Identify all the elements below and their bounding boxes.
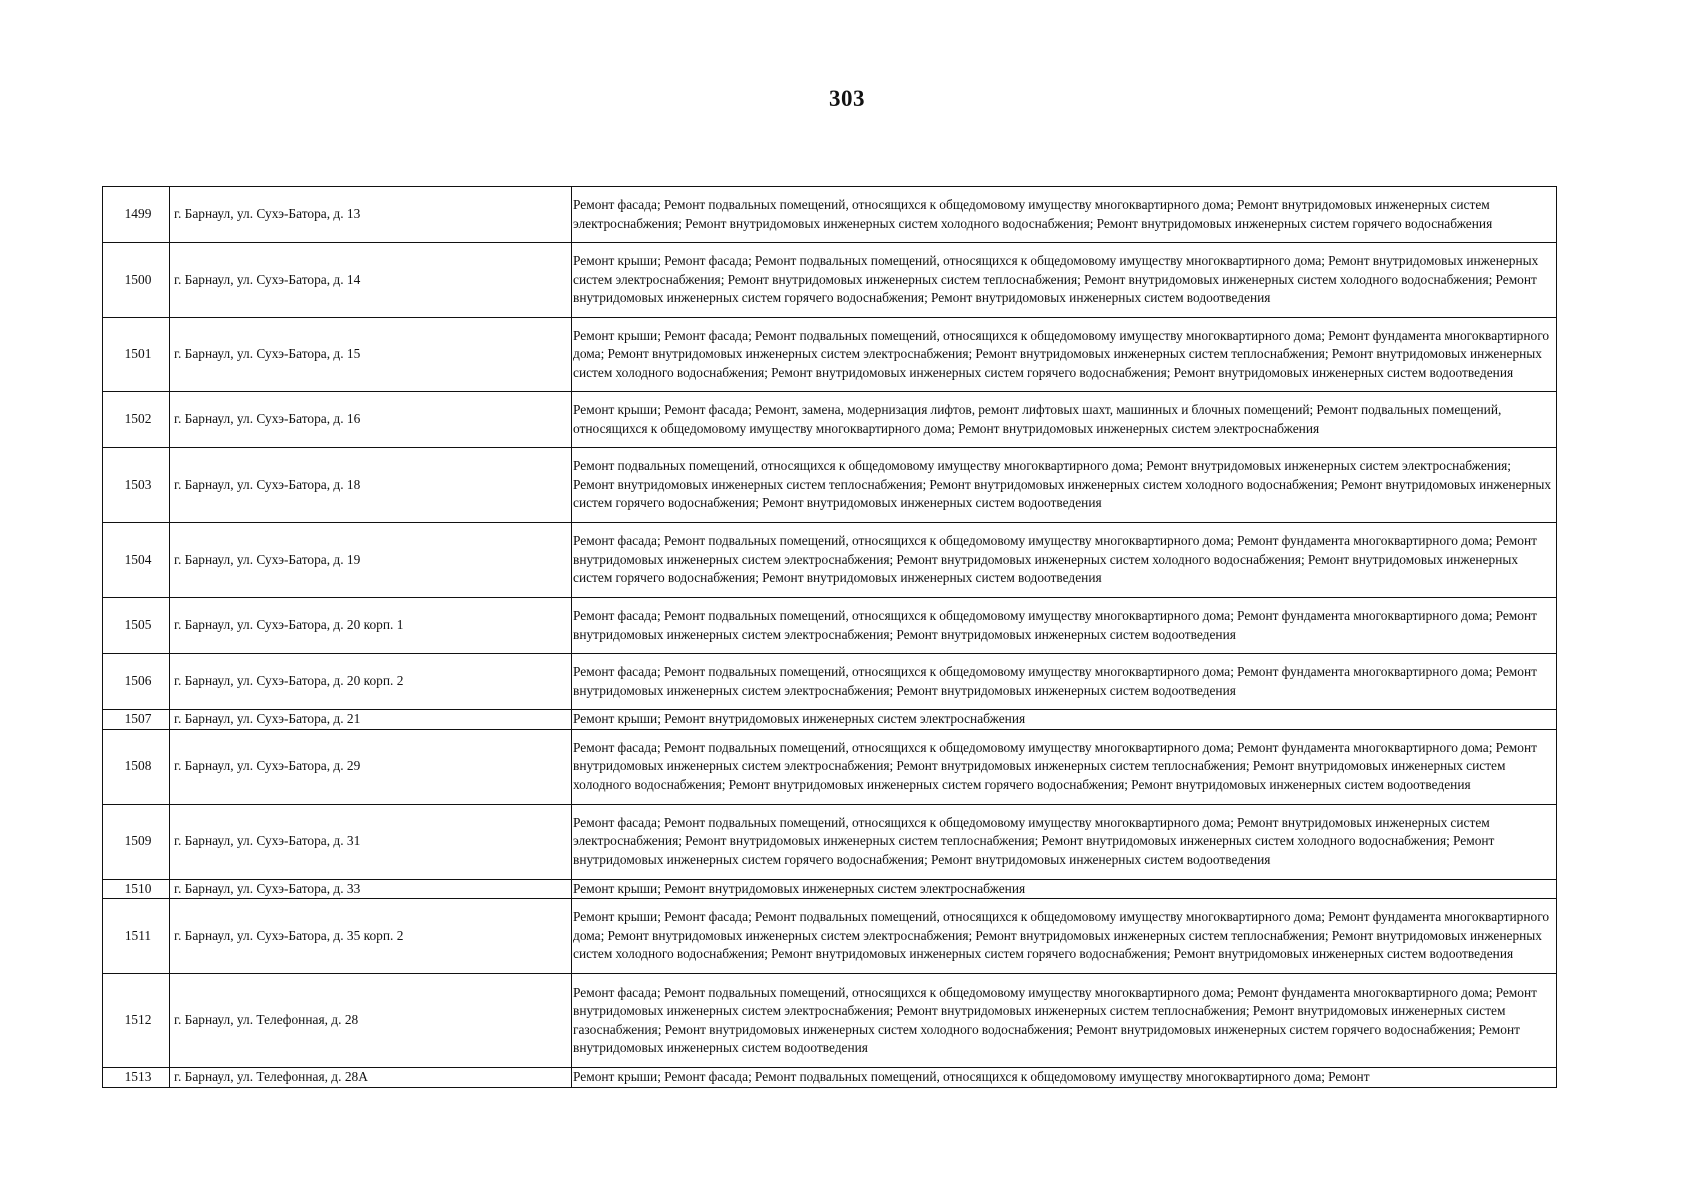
table-row: [103, 598, 1557, 654]
row-number: 1509: [103, 804, 170, 879]
document-sheet: [102, 186, 1556, 1088]
row-works: Ремонт крыши; Ремонт фасада; Ремонт, замена, модернизация лифтов, ремонт лифтовых шахт, машинных и блочных помещений; Ремонт подвальных помещений, относящихся к общедомовому имуществу многоквартирного дома; Ремонт внутридомовых инженерных систем электроснабжения: [572, 392, 1557, 448]
row-address: г. Барнаул, ул. Сухэ-Батора, д. 16: [170, 392, 572, 448]
table-row: [103, 804, 1557, 879]
row-address: г. Барнаул, ул. Сухэ-Батора, д. 13: [170, 187, 572, 243]
row-works: Ремонт крыши; Ремонт внутридомовых инженерных систем электроснабжения: [572, 879, 1557, 899]
row-number: 1508: [103, 729, 170, 804]
row-address: г. Барнаул, ул. Сухэ-Батора, д. 35 корп. 2: [170, 899, 572, 974]
table-row: [103, 243, 1557, 318]
row-address: г. Барнаул, ул. Сухэ-Батора, д. 18: [170, 448, 572, 523]
row-works: Ремонт фасада; Ремонт подвальных помещений, относящихся к общедомовому имуществу многоквартирного дома; Ремонт фундамента многоквартирного дома; Ремонт внутридомовых инженерных систем электроснабжения; Ремонт внутридомовых инженерных систем теплоснабжения; Ремонт внутридомовых инженерных систем газоснабжения; Ремонт внутридомовых инженерных систем холодного водоснабжения; Ремонт внутридомовых инженерных систем горячего водоснабжения; Ремонт внутридомовых инженерных систем водоотведения: [572, 974, 1557, 1068]
table-row: [103, 879, 1557, 899]
row-number: 1500: [103, 243, 170, 318]
row-address: г. Барнаул, ул. Сухэ-Батора, д. 14: [170, 243, 572, 318]
row-number: 1506: [103, 654, 170, 710]
row-number: 1507: [103, 710, 170, 730]
row-address: г. Барнаул, ул. Сухэ-Батора, д. 20 корп. 1: [170, 598, 572, 654]
row-works: Ремонт крыши; Ремонт фасада; Ремонт подвальных помещений, относящихся к общедомовому имуществу многоквартирного дома; Ремонт внутридомовых инженерных систем электроснабжения; Ремонт внутридомовых инженерных систем теплоснабжения; Ремонт внутридомовых инженерных систем холодного водоснабжения; Ремонт внутридомовых инженерных систем горячего водоснабжения; Ремонт внутридомовых инженерных систем водоотведения: [572, 243, 1557, 318]
row-address: г. Барнаул, ул. Телефонная, д. 28А: [170, 1068, 572, 1088]
row-address: г. Барнаул, ул. Сухэ-Батора, д. 31: [170, 804, 572, 879]
repair-works-table: [102, 186, 1557, 1088]
row-works: Ремонт фасада; Ремонт подвальных помещений, относящихся к общедомовому имуществу многоквартирного дома; Ремонт фундамента многоквартирного дома; Ремонт внутридомовых инженерных систем электроснабжения; Ремонт внутридомовых инженерных систем водоотведения: [572, 598, 1557, 654]
row-works: Ремонт фасада; Ремонт подвальных помещений, относящихся к общедомовому имуществу многоквартирного дома; Ремонт фундамента многоквартирного дома; Ремонт внутридомовых инженерных систем электроснабжения; Ремонт внутридомовых инженерных систем холодного водоснабжения; Ремонт внутридомовых инженерных систем горячего водоснабжения; Ремонт внутридомовых инженерных систем водоотведения: [572, 523, 1557, 598]
row-works: Ремонт крыши; Ремонт фасада; Ремонт подвальных помещений, относящихся к общедомовому имуществу многоквартирного дома; Ремонт: [572, 1068, 1557, 1088]
table-row: [103, 899, 1557, 974]
table-row: [103, 974, 1557, 1068]
page-number: 303: [829, 86, 865, 111]
row-number: 1499: [103, 187, 170, 243]
table-row: [103, 448, 1557, 523]
row-number: 1503: [103, 448, 170, 523]
table-row: [103, 392, 1557, 448]
table-row: [103, 710, 1557, 730]
table-row: [103, 318, 1557, 392]
row-number: 1505: [103, 598, 170, 654]
row-works: Ремонт фасада; Ремонт подвальных помещений, относящихся к общедомовому имуществу многоквартирного дома; Ремонт фундамента многоквартирного дома; Ремонт внутридомовых инженерных систем электроснабжения; Ремонт внутридомовых инженерных систем водоотведения: [572, 654, 1557, 710]
table-row: [103, 1068, 1557, 1088]
row-number: 1513: [103, 1068, 170, 1088]
row-works: Ремонт крыши; Ремонт фасада; Ремонт подвальных помещений, относящихся к общедомовому имуществу многоквартирного дома; Ремонт фундамента многоквартирного дома; Ремонт внутридомовых инженерных систем электроснабжения; Ремонт внутридомовых инженерных систем теплоснабжения; Ремонт внутридомовых инженерных систем холодного водоснабжения; Ремонт внутридомовых инженерных систем горячего водоснабжения; Ремонт внутридомовых инженерных систем водоотведения: [572, 318, 1557, 392]
row-address: г. Барнаул, ул. Сухэ-Батора, д. 29: [170, 729, 572, 804]
row-number: 1512: [103, 974, 170, 1068]
row-number: 1510: [103, 879, 170, 899]
row-works: Ремонт подвальных помещений, относящихся к общедомовому имуществу многоквартирного дома; Ремонт внутридомовых инженерных систем электроснабжения; Ремонт внутридомовых инженерных систем теплоснабжения; Ремонт внутридомовых инженерных систем холодного водоснабжения; Ремонт внутридомовых инженерных систем горячего водоснабжения; Ремонт внутридомовых инженерных систем водоотведения: [572, 448, 1557, 523]
row-address: г. Барнаул, ул. Телефонная, д. 28: [170, 974, 572, 1068]
table-row: [103, 187, 1557, 243]
row-number: 1511: [103, 899, 170, 974]
table-row: [103, 654, 1557, 710]
row-works: Ремонт фасада; Ремонт подвальных помещений, относящихся к общедомовому имуществу многоквартирного дома; Ремонт фундамента многоквартирного дома; Ремонт внутридомовых инженерных систем электроснабжения; Ремонт внутридомовых инженерных систем теплоснабжения; Ремонт внутридомовых инженерных систем холодного водоснабжения; Ремонт внутридомовых инженерных систем горячего водоснабжения; Ремонт внутридомовых инженерных систем водоотведения: [572, 729, 1557, 804]
row-works: Ремонт фасада; Ремонт подвальных помещений, относящихся к общедомовому имуществу многоквартирного дома; Ремонт внутридомовых инженерных систем электроснабжения; Ремонт внутридомовых инженерных систем холодного водоснабжения; Ремонт внутридомовых инженерных систем горячего водоснабжения: [572, 187, 1557, 243]
row-address: г. Барнаул, ул. Сухэ-Батора, д. 20 корп. 2: [170, 654, 572, 710]
row-address: г. Барнаул, ул. Сухэ-Батора, д. 33: [170, 879, 572, 899]
row-address: г. Барнаул, ул. Сухэ-Батора, д. 19: [170, 523, 572, 598]
row-works: Ремонт фасада; Ремонт подвальных помещений, относящихся к общедомовому имуществу многоквартирного дома; Ремонт внутридомовых инженерных систем электроснабжения; Ремонт внутридомовых инженерных систем теплоснабжения; Ремонт внутридомовых инженерных систем холодного водоснабжения; Ремонт внутридомовых инженерных систем горячего водоснабжения; Ремонт внутридомовых инженерных систем водоотведения: [572, 804, 1557, 879]
row-number: 1501: [103, 318, 170, 392]
row-works: Ремонт крыши; Ремонт внутридомовых инженерных систем электроснабжения: [572, 710, 1557, 730]
row-number: 1504: [103, 523, 170, 598]
row-number: 1502: [103, 392, 170, 448]
row-works: Ремонт крыши; Ремонт фасада; Ремонт подвальных помещений, относящихся к общедомовому имуществу многоквартирного дома; Ремонт фундамента многоквартирного дома; Ремонт внутридомовых инженерных систем электроснабжения; Ремонт внутридомовых инженерных систем теплоснабжения; Ремонт внутридомовых инженерных систем холодного водоснабжения; Ремонт внутридомовых инженерных систем горячего водоснабжения; Ремонт внутридомовых инженерных систем водоотведения: [572, 899, 1557, 974]
row-address: г. Барнаул, ул. Сухэ-Батора, д. 21: [170, 710, 572, 730]
table-row: [103, 523, 1557, 598]
table-row: [103, 729, 1557, 804]
row-address: г. Барнаул, ул. Сухэ-Батора, д. 15: [170, 318, 572, 392]
